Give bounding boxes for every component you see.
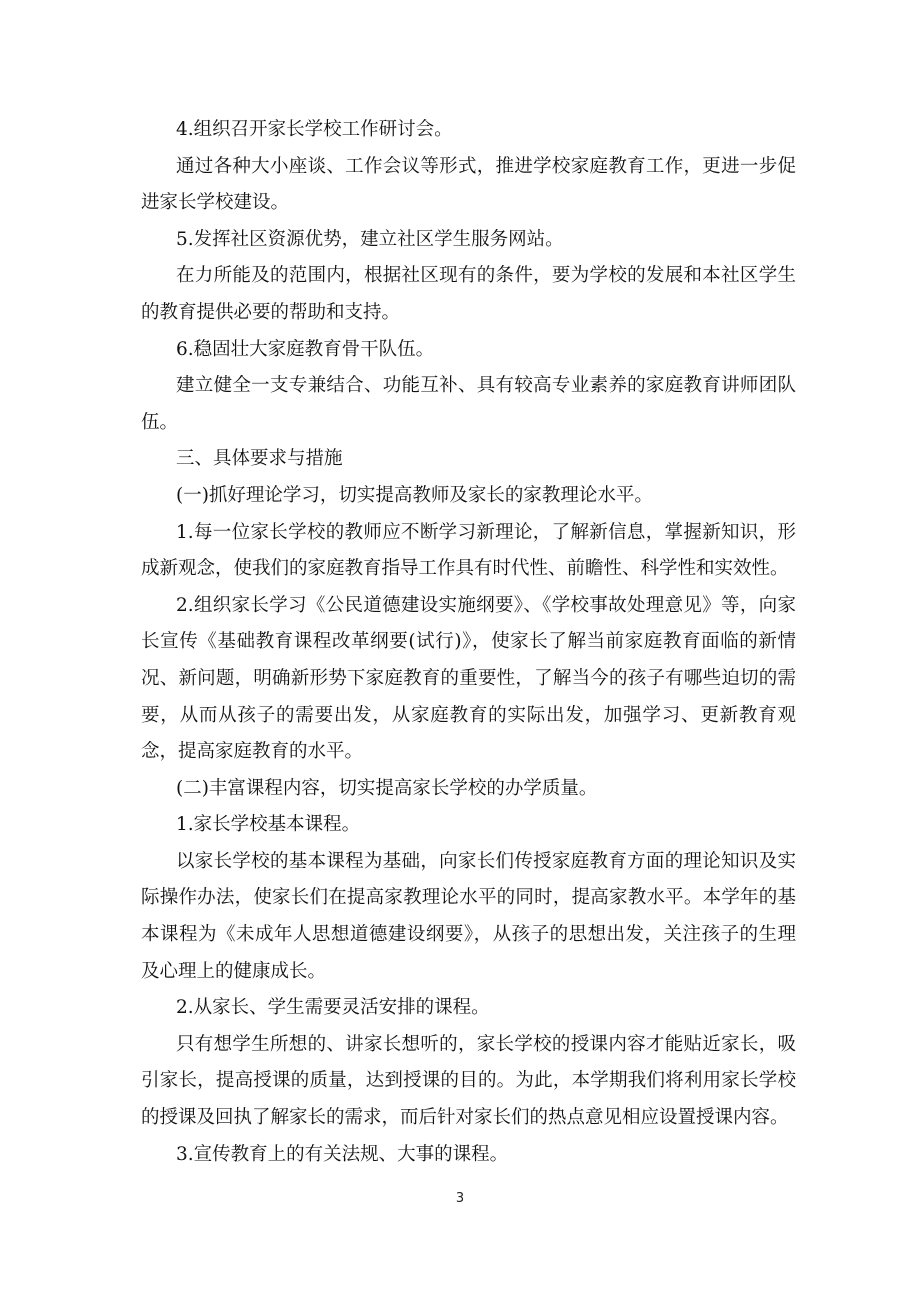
document-body: [141, 112, 796, 1173]
paragraph-body: 2.组织家长学习《公民道德建设实施纲要》、《学校事故处理意见》等，向家长宣传《基础教育课程改革纲要(试行)》，使家长了解当前家庭教育面临的新情况、新问题，明确新形势下家庭教育的重要性，了解当今的孩子有哪些迫切的需要，从而从孩子的需要出发，从家庭教育的实际出发，加强学习、更新教育观念，提高家庭教育的水平。: [141, 594, 796, 763]
paragraph-body: 只有想学生所想的、讲家长想听的，家长学校的授课内容才能贴近家长，吸引家长，提高授课的质量，达到授课的目的。为此，本学期我们将利用家长学校的授课及回执了解家长的需求，而后针对家长们的热点意见相应设置授课内容。: [141, 1033, 796, 1129]
page-number: 3: [455, 1191, 465, 1206]
paragraph-item-heading-2: 2.从家长、学生需要灵活安排的课程。: [176, 997, 490, 1019]
subsection-heading-2: (二)丰富课程内容，切实提高家长学校的办学质量。: [176, 777, 598, 799]
paragraph-body: 以家长学校的基本课程为基础，向家长们传授家庭教育方面的理论知识及实际操作办法，使家长们在提高家教理论水平的同时，提高家教水平。本学年的基本课程为《未成年人思想道德建设纲要》，从孩子的思想出发，关注孩子的生理及心理上的健康成长。: [141, 850, 796, 982]
paragraph-item-heading-3: 3.宣传教育上的有关法规、大事的课程。: [176, 1143, 509, 1165]
paragraph-item-heading-1: 1.家长学校基本课程。: [176, 814, 361, 836]
paragraph-body: 在力所能及的范围内，根据社区现有的条件，要为学校的发展和本社区学生的教育提供必要的帮助和支持。: [141, 265, 796, 323]
section-heading: 三、具体要求与措施: [176, 448, 343, 470]
paragraph-body: 建立健全一支专兼结合、功能互补、具有较高专业素养的家庭教育讲师团队伍。: [141, 375, 796, 433]
paragraph-body: 1.每一位家长学校的教师应不断学习新理论，了解新信息，掌握新知识，形成新观念，使我们的家庭教育指导工作具有时代性、前瞻性、科学性和实效性。: [141, 521, 796, 580]
subsection-heading-1: (一)抓好理论学习，切实提高教师及家长的家教理论水平。: [176, 484, 653, 506]
paragraph-item-heading-6: 6.稳固壮大家庭教育骨干队伍。: [176, 338, 435, 360]
paragraph-item-heading-4: 4.组织召开家长学校工作研讨会。: [176, 119, 453, 140]
paragraph-body: 通过各种大小座谈、工作会议等形式，推进学校家庭教育工作，更进一步促进家长学校建设。: [141, 155, 796, 214]
paragraph-item-heading-5: 5.发挥社区资源优势，建立社区学生服务网站。: [176, 228, 564, 250]
